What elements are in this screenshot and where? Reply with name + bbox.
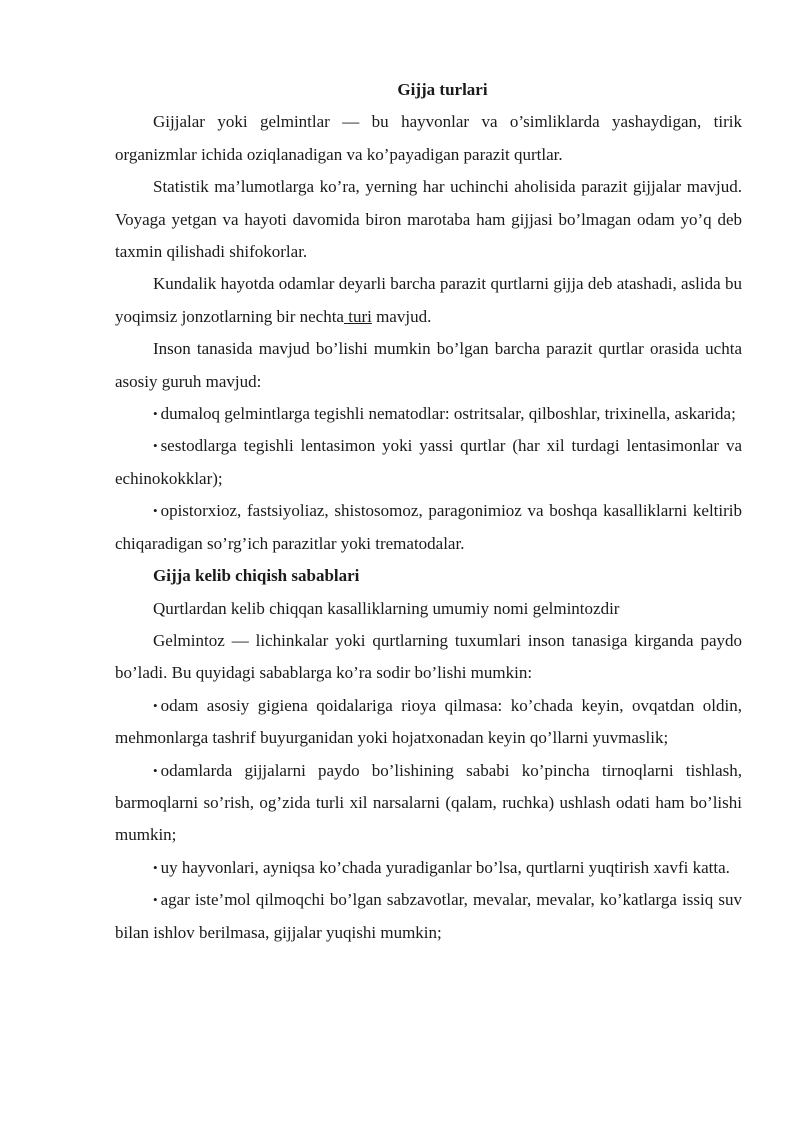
paragraph-statistics: Statistik ma’lumotlarga ko’ra, yerning har uchinchi aholisida parazit gijjalar mavjud. Voyaga yetgan va hayoti davomida biron marotaba ham gijjasi bo’lmagan odam yo’q deb taxmin qilishadi shifokorlar. [115,177,742,262]
list-item-text: opistorxioz, fastsiyoliaz, shistosomoz, paragonimioz va boshqa kasalliklarni keltirib chiqaradigan so’rg’ich parazitlar yoki trematodalar. [115,501,742,553]
bullet-icon: • [153,503,158,519]
turi-link[interactable]: turi [343,306,372,326]
bullet-icon: • [153,406,158,422]
bullet-icon: • [153,859,158,875]
bullet-icon: • [153,762,158,778]
list-item [115,430,742,495]
page-title: Gijja turlari [397,80,488,99]
list-item [115,755,742,852]
list-item [115,884,742,949]
paragraph-causes-intro: Gelmintoz — lichinkalar yoki qurtlarning tuxumlari inson tanasiga kirganda paydo bo’ladi. Bu quyidagi sabablarga ko’ra sodir bo’lishi mumkin: [115,630,742,683]
list-item [115,398,742,430]
paragraph-groups-intro: Inson tanasida mavjud bo’lishi mumkin bo’lgan barcha parazit qurtlar orasida uchta asosiy guruh mavjud: [115,339,742,391]
paragraph-definition: Gijjalar yoki gelmintlar — bu hayvonlar va o’simliklarda yashaydigan, tirik organizmlar ichida oziqlanadigan va ko’payadigan parazit qurtlar. [115,112,742,164]
list-item-text: dumaloq gelmintlarga tegishli nematodlar: ostritsalar, qilboshlar, trixinella, askarida; [160,404,736,424]
bullet-icon: • [153,697,158,713]
paragraph-types-end: mavjud. [371,306,432,326]
list-item [115,495,742,560]
list-item-text: odam asosiy gigiena qoidalariga rioya qilmasa: ko’chada keyin, ovqatdan oldin, mehmonlarga tashrif buyurganidan yoki hojatxonadan keyin qo’llarni yuvmaslik; [115,695,742,748]
bullet-icon: • [153,892,158,908]
paragraph-disease-name: Qurtlardan kelib chiqqan kasalliklarning umumiy nomi gelmintozdir [153,598,620,618]
list-item-text: sestodlarga tegishli lentasimon yoki yassi qurtlar (har xil turdagi lentasimonlar va echinokokklar); [115,436,742,488]
document-page [115,74,742,949]
list-item [115,852,742,884]
paragraph-types-text: Kundalik hayotda odamlar deyarli barcha parazit qurtlarni gijja deb atashadi, aslida bu yoqimsiz jonzotlarning bir nechta [115,274,742,326]
bullet-icon: • [153,438,158,454]
list-item-text: uy hayvonlari, ayniqsa ko’chada yuradiganlar bo’lsa, qurtlarni yuqtirish xavfi katta. [160,857,730,877]
list-item-text: agar iste’mol qilmoqchi bo’lgan sabzavotlar, mevalar, mevalar, ko’katlarga issiq suv bilan ishlov berilmasa, gijjalar yuqishi mumkin; [115,890,742,942]
section-heading: Gijja kelib chiqish sabablari [153,566,360,586]
paragraph-types-intro [115,268,742,333]
list-item [115,690,742,755]
list-item-text: odamlarda gijjalarni paydo bo’lishining sababi ko’pincha tirnoqlarni tishlash, barmoqlarni so’rish, og’zida turli xil narsalarni (qalam, ruchka) ushlash odati ham bo’lishi mumkin; [115,760,742,845]
